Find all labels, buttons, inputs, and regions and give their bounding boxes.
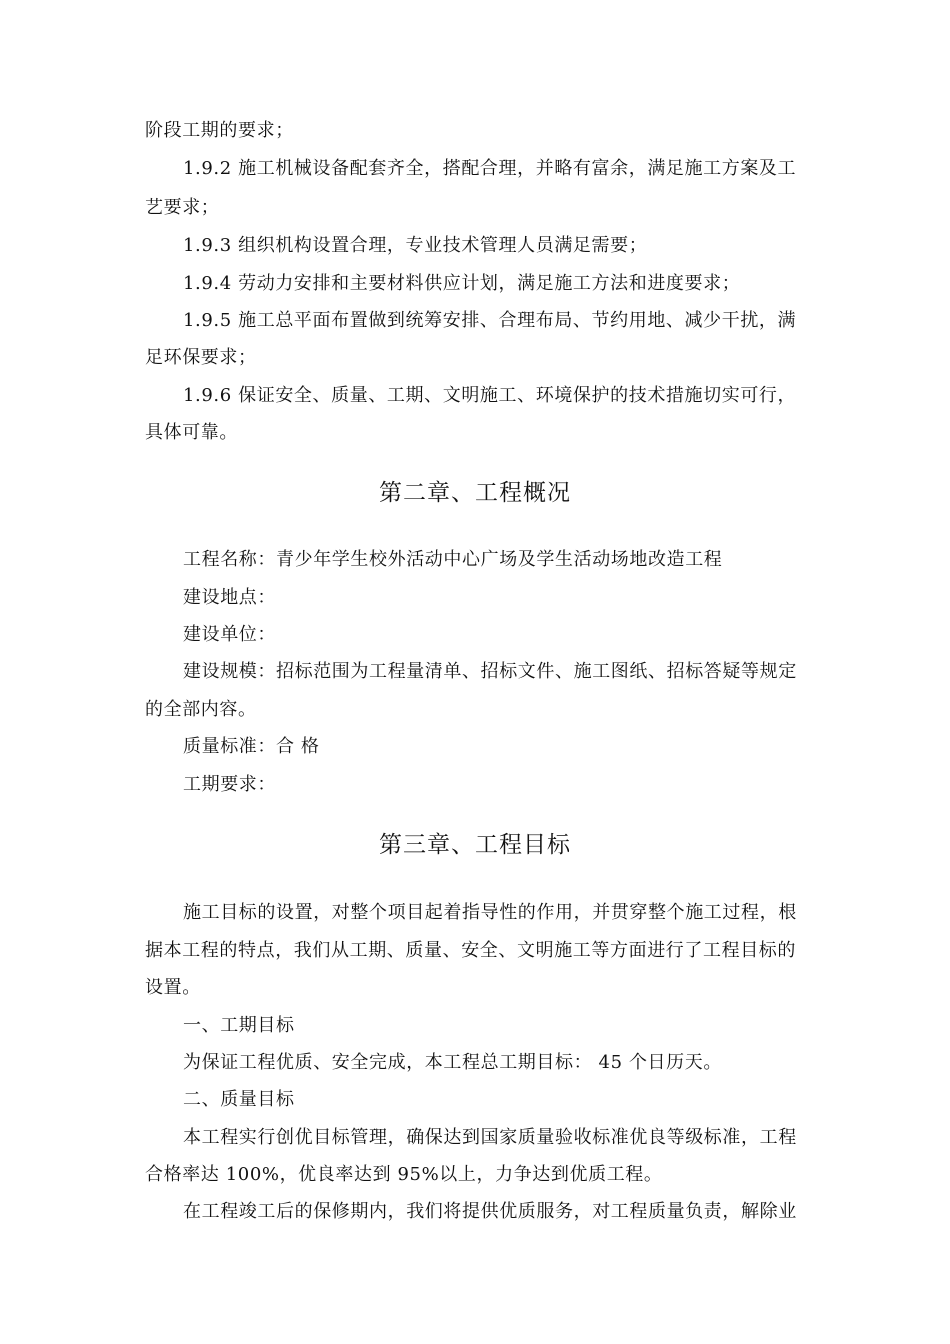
text-line: 阶段工期的要求；	[145, 120, 294, 141]
text-line: 1.9.3 组织机构设置合理，专业技术管理人员满足需要；	[183, 235, 648, 256]
text-line: 工期要求：	[183, 774, 276, 795]
text-line: 建设地点：	[183, 587, 276, 608]
text-line: 1.9.6 保证安全、质量、工期、文明施工、环境保护的技术措施切实可行，	[183, 385, 797, 406]
text-line: 1.9.4 劳动力安排和主要材料供应计划，满足施工方法和进度要求；	[183, 273, 741, 294]
text-line: 工程名称：青少年学生校外活动中心广场及学生活动场地改造工程	[183, 549, 723, 570]
chapter-title: 第二章、工程概况	[379, 480, 571, 506]
text-line: 本工程实行创优目标管理，确保达到国家质量验收标准优良等级标准，工程	[183, 1127, 797, 1148]
text-line: 一、工期目标	[183, 1015, 295, 1036]
text-line: 施工目标的设置，对整个项目起着指导性的作用，并贯穿整个施工过程，根	[183, 902, 797, 923]
chapter-title: 第三章、工程目标	[379, 832, 571, 858]
text-line: 的全部内容。	[145, 699, 257, 720]
text-line: 质量标准：合 格	[183, 736, 320, 757]
text-line: 1.9.2 施工机械设备配套齐全，搭配合理，并略有富余，满足施工方案及工	[183, 158, 797, 179]
text-line: 为保证工程优质、安全完成，本工程总工期目标： 45 个日历天。	[183, 1052, 722, 1073]
text-line: 在工程竣工后的保修期内，我们将提供优质服务，对工程质量负责，解除业	[183, 1201, 797, 1222]
text-line: 据本工程的特点，我们从工期、质量、安全、文明施工等方面进行了工程目标的	[145, 940, 796, 961]
text-line: 具体可靠。	[145, 422, 238, 443]
text-line: 建设规模：招标范围为工程量清单、招标文件、施工图纸、招标答疑等规定	[183, 661, 797, 682]
text-line: 合格率达 100%，优良率达到 95%以上，力争达到优质工程。	[145, 1164, 663, 1185]
text-line: 足环保要求；	[145, 347, 257, 368]
text-line: 设置。	[145, 977, 201, 998]
text-line: 二、质量目标	[183, 1089, 295, 1110]
text-line: 1.9.5 施工总平面布置做到统筹安排、合理布局、节约用地、减少干扰，满	[183, 310, 797, 331]
text-line: 艺要求；	[145, 197, 220, 218]
text-line: 建设单位：	[183, 624, 276, 645]
